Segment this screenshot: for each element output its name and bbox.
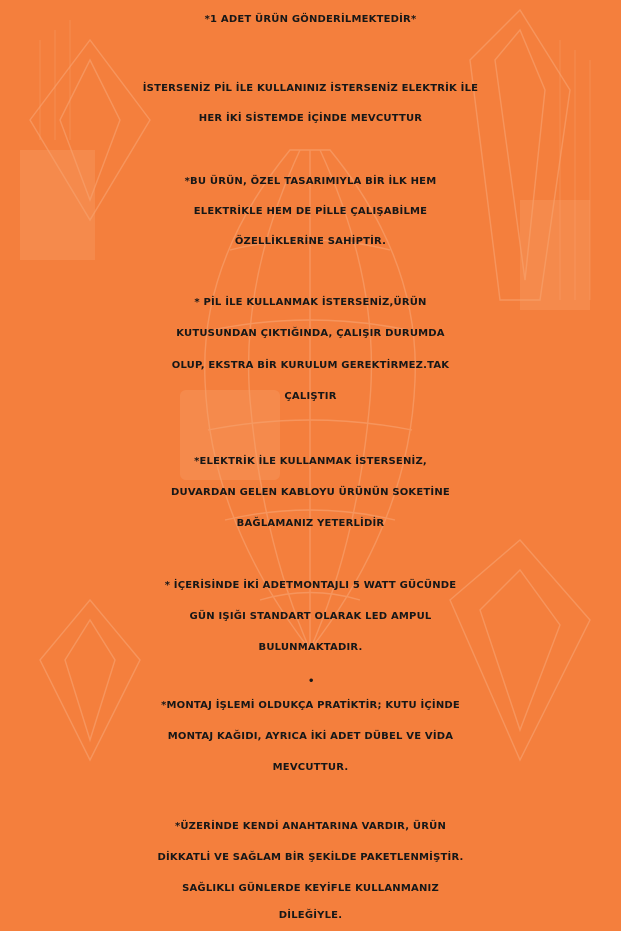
description-line: *MONTAJ İŞLEMİ OLDUKÇA PRATİKTİR; KUTU İÇİNDE [161, 700, 460, 711]
description-line: DİLEĞİYLE. [278, 910, 343, 921]
description-line: MONTAJ KAĞIDI, AYRICA İKİ ADET DÜBEL VE VİDA [167, 731, 454, 742]
description-line: * İÇERİSİNDE İKİ ADETMONTAJLI 5 WATT GÜCÜNDE [164, 580, 457, 591]
description-line: ELEKTRİKLE HEM DE PİLLE ÇALIŞABİLME [193, 206, 428, 217]
description-line: DUVARDAN GELEN KABLOYU ÜRÜNÜN SOKETİNE [171, 487, 450, 498]
description-line: *ELEKTRİK İLE KULLANMAK İSTERSENİZ, [194, 456, 427, 467]
description-line: BULUNMAKTADIR. [258, 642, 363, 653]
description-line: GÜN IŞIĞI STANDART OLARAK LED AMPUL [189, 611, 432, 622]
description-line: İSTERSENİZ PİL İLE KULLANINIZ İSTERSENİZ ELEKTRİK İLE [142, 83, 479, 94]
description-line: MEVCUTTUR. [272, 762, 349, 773]
description-line: * PİL İLE KULLANMAK İSTERSENİZ,ÜRÜN [194, 297, 427, 308]
description-line: DİKKATLİ VE SAĞLAM BİR ŞEKİLDE PAKETLENMİŞTİR. [157, 852, 464, 863]
description-line: SAĞLIKLI GÜNLERDE KEYİFLE KULLANMANIZ [182, 883, 439, 894]
description-line: OLUP, EKSTRA BİR KURULUM GEREKTİRMEZ.TAK [171, 360, 450, 371]
description-line: ÇALIŞTIR [284, 391, 337, 402]
description-line: HER İKİ SİSTEMDE İÇİNDE MEVCUTTUR [198, 113, 423, 124]
description-line: KUTUSUNDAN ÇIKTIĞINDA, ÇALIŞIR DURUMDA [176, 328, 445, 339]
description-line: BAĞLAMANIZ YETERLİDİR [236, 518, 385, 529]
heading-line: *1 ADET ÜRÜN GÖNDERİLMEKTEDİR* [204, 14, 417, 25]
description-line: *BU ÜRÜN, ÖZEL TASARIMIYLA BİR İLK HEM [184, 176, 437, 187]
stray-dot: • [308, 676, 315, 687]
description-line: ÖZELLİKLERİNE SAHİPTİR. [234, 236, 387, 247]
description-line: *ÜZERİNDE KENDİ ANAHTARINA VARDIR, ÜRÜN [174, 821, 447, 832]
